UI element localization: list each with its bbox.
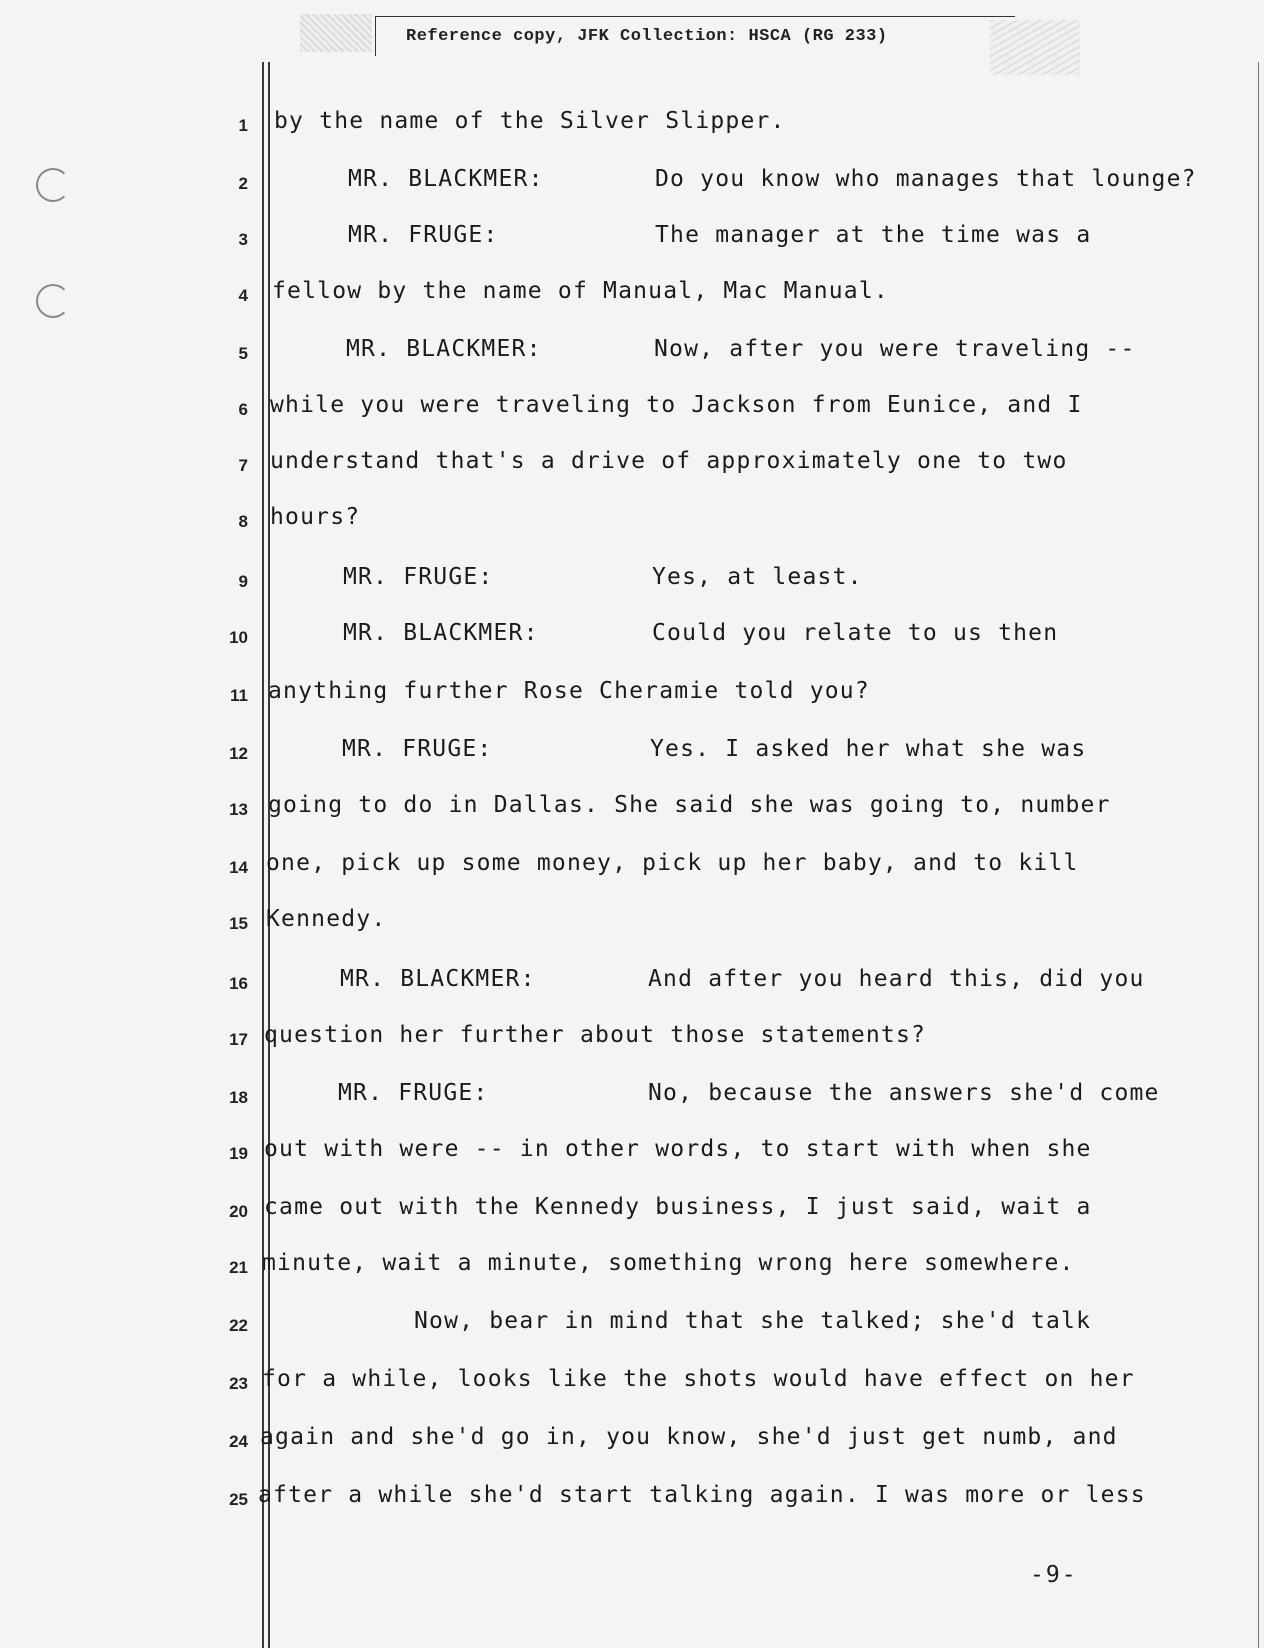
- speaker-label: MR. FRUGE:: [348, 222, 499, 248]
- line-text: going to do in Dallas. She said she was going to, number: [268, 792, 1111, 818]
- line-number: 18: [229, 1088, 248, 1107]
- line-text: question her further about those statements?: [264, 1022, 927, 1048]
- speech-text: Could you relate to us then: [652, 620, 1059, 646]
- line-number: 13: [229, 800, 248, 819]
- speaker-label: MR. FRUGE:: [342, 736, 493, 762]
- speech-text: Yes, at least.: [652, 564, 863, 590]
- transcript-line: [0, 166, 1264, 224]
- line-text: understand that's a drive of approximately one to two: [270, 448, 1068, 474]
- line-number: 3: [238, 230, 248, 249]
- line-text: out with were -- in other words, to start with when she: [264, 1136, 1092, 1162]
- line-text: while you were traveling to Jackson from Eunice, and I: [270, 392, 1083, 418]
- line-text: after a while she'd start talking again. I was more or less: [258, 1482, 1146, 1508]
- line-text: minute, wait a minute, something wrong here somewhere.: [262, 1250, 1075, 1276]
- speech-text: Do you know who manages that lounge?: [655, 166, 1197, 192]
- line-number: 5: [238, 344, 248, 363]
- line-text: one, pick up some money, pick up her baby, and to kill: [266, 850, 1079, 876]
- reference-header: Reference copy, JFK Collection: HSCA (RG 233): [375, 16, 1015, 56]
- line-number: 2: [238, 174, 248, 193]
- line-number: 1: [238, 116, 248, 135]
- line-text: hours?: [270, 504, 361, 530]
- line-number: 21: [229, 1258, 248, 1277]
- transcript-line: [0, 504, 1264, 562]
- transcript-line: [0, 1194, 1264, 1252]
- line-number: 22: [229, 1316, 248, 1335]
- line-text: by the name of the Silver Slipper.: [274, 108, 786, 134]
- transcript-line: [0, 966, 1264, 1024]
- transcript-line: [0, 906, 1264, 964]
- transcript-line: [0, 1308, 1264, 1366]
- transcript-line: [0, 736, 1264, 794]
- transcript-line: [0, 392, 1264, 450]
- line-number: 24: [229, 1432, 248, 1451]
- speaker-label: MR. BLACKMER:: [348, 166, 544, 192]
- speech-text: No, because the answers she'd come: [648, 1080, 1160, 1106]
- transcript-line: [0, 448, 1264, 506]
- transcript-line: [0, 108, 1264, 166]
- line-text: fellow by the name of Manual, Mac Manual.: [272, 278, 889, 304]
- transcript-line: [0, 1022, 1264, 1080]
- line-text: for a while, looks like the shots would have effect on her: [262, 1366, 1135, 1392]
- line-number: 17: [229, 1030, 248, 1049]
- transcript-line: [0, 1250, 1264, 1308]
- transcript-line: [0, 222, 1264, 280]
- line-number: 11: [230, 686, 248, 705]
- line-number: 6: [238, 400, 248, 419]
- line-number: 20: [229, 1202, 248, 1221]
- line-number: 23: [229, 1374, 248, 1393]
- transcript-line: [0, 1482, 1264, 1540]
- line-text: Now, bear in mind that she talked; she'd talk: [414, 1308, 1092, 1334]
- line-number: 14: [229, 858, 248, 877]
- speech-text: And after you heard this, did you: [648, 966, 1145, 992]
- line-number: 4: [238, 286, 248, 305]
- speech-text: Now, after you were traveling --: [654, 336, 1136, 362]
- line-number: 16: [229, 974, 248, 993]
- line-number: 19: [229, 1144, 248, 1163]
- line-number: 12: [229, 744, 248, 763]
- speech-text: Yes. I asked her what she was: [650, 736, 1087, 762]
- transcript-line: [0, 850, 1264, 908]
- speaker-label: MR. FRUGE:: [338, 1080, 489, 1106]
- speaker-label: MR. FRUGE:: [343, 564, 494, 590]
- transcript-line: [0, 278, 1264, 336]
- line-number: 10: [229, 628, 248, 647]
- line-text: Kennedy.: [266, 906, 387, 932]
- line-number: 15: [229, 914, 248, 933]
- transcript-line: [0, 564, 1264, 622]
- speaker-label: MR. BLACKMER:: [343, 620, 539, 646]
- line-text: anything further Rose Cheramie told you?: [268, 678, 870, 704]
- speaker-label: MR. BLACKMER:: [340, 966, 536, 992]
- page-number: -9-: [1030, 1562, 1078, 1588]
- stamp-smudge: [990, 20, 1080, 75]
- line-number: 8: [238, 512, 248, 531]
- transcript-line: [0, 1080, 1264, 1138]
- speaker-label: MR. BLACKMER:: [346, 336, 542, 362]
- line-number: 9: [238, 572, 248, 591]
- line-number: 7: [238, 456, 248, 475]
- transcript-line: [0, 1366, 1264, 1424]
- stamp-smudge: [300, 14, 372, 52]
- transcript-line: [0, 1424, 1264, 1482]
- transcript-line: [0, 620, 1264, 678]
- transcript-line: [0, 678, 1264, 736]
- line-text: came out with the Kennedy business, I just said, wait a: [264, 1194, 1092, 1220]
- line-number: 25: [229, 1490, 248, 1509]
- transcript-line: [0, 336, 1264, 394]
- transcript-line: [0, 792, 1264, 850]
- line-text: again and she'd go in, you know, she'd just get numb, and: [260, 1424, 1118, 1450]
- transcript-line: [0, 1136, 1264, 1194]
- speech-text: The manager at the time was a: [655, 222, 1092, 248]
